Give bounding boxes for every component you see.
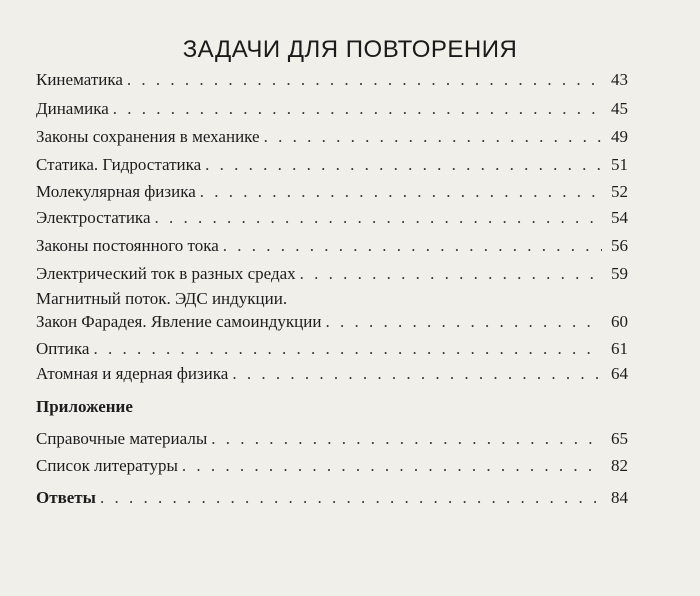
toc-entry-page: 51 (611, 155, 628, 174)
toc-entry-title: Динамика (36, 99, 109, 118)
toc-entry[interactable] (36, 208, 628, 228)
leader-dots (300, 264, 602, 284)
appendix-entry[interactable] (36, 429, 628, 449)
toc-entry-title: Статика. Гидростатика (36, 155, 202, 174)
toc-entry-page: 52 (611, 182, 628, 201)
leader-dots (182, 456, 602, 476)
toc-entry-page: 45 (611, 99, 628, 118)
toc-entry[interactable] (36, 182, 628, 202)
toc-entry-page: 61 (611, 339, 628, 358)
toc-entry-page: 65 (611, 429, 628, 448)
leader-dots (93, 339, 602, 359)
toc-entry[interactable] (36, 70, 628, 90)
toc-entry-title: Законы постоянного тока (36, 236, 219, 255)
toc-entry-page: 84 (611, 488, 628, 507)
toc-entry-page: 54 (611, 208, 628, 227)
toc-entry-title: Оптика (36, 339, 90, 358)
toc-entry-title: Электростатика (36, 208, 151, 227)
toc-entry-title: Закон Фарадея. Явление самоиндукции (36, 312, 322, 331)
leader-dots (264, 127, 602, 147)
appendix-heading: Приложение (36, 397, 133, 416)
toc-entry[interactable] (36, 127, 628, 147)
leader-dots (232, 364, 602, 384)
leader-dots (223, 236, 602, 256)
answers-entry[interactable] (36, 488, 628, 508)
leader-dots (100, 488, 602, 508)
toc-entry[interactable] (36, 155, 628, 175)
leader-dots (211, 429, 602, 449)
toc-entry[interactable] (36, 312, 628, 332)
leader-dots (200, 182, 602, 202)
section-heading: ЗАДАЧИ ДЛЯ ПОВТОРЕНИЯ (182, 36, 518, 63)
toc-entry[interactable] (36, 99, 628, 119)
toc-entry[interactable] (36, 339, 628, 359)
toc-entry[interactable] (36, 364, 628, 384)
toc-entry-page: 43 (611, 70, 628, 89)
toc-entry-title: Ответы (36, 488, 96, 507)
toc-entry-page: 56 (611, 236, 628, 255)
leader-dots (205, 155, 602, 175)
leader-dots (127, 70, 602, 90)
toc-entry[interactable] (36, 264, 628, 284)
toc-entry-title: Законы сохранения в механике (36, 127, 260, 146)
toc-entry-title-line1: Магнитный поток. ЭДС индукции. (36, 289, 288, 308)
toc-entry[interactable] (36, 236, 628, 256)
leader-dots (154, 208, 602, 228)
toc-entry-title: Атомная и ядерная физика (36, 364, 229, 383)
leader-dots (325, 312, 602, 332)
toc-entry-page: 60 (611, 312, 628, 331)
appendix-entry[interactable] (36, 456, 628, 476)
toc-entry-title: Список литературы (36, 456, 178, 475)
toc-entry-title: Кинематика (36, 70, 123, 89)
toc-entry-title: Электрический ток в разных средах (36, 264, 296, 283)
toc-entry-page: 64 (611, 364, 628, 383)
toc-entry-page: 59 (611, 264, 628, 283)
toc-entry-page: 82 (611, 456, 628, 475)
toc-entry-title: Справочные материалы (36, 429, 208, 448)
toc-entry-page: 49 (611, 127, 628, 146)
leader-dots (113, 99, 602, 119)
toc-entry-title: Молекулярная физика (36, 182, 196, 201)
